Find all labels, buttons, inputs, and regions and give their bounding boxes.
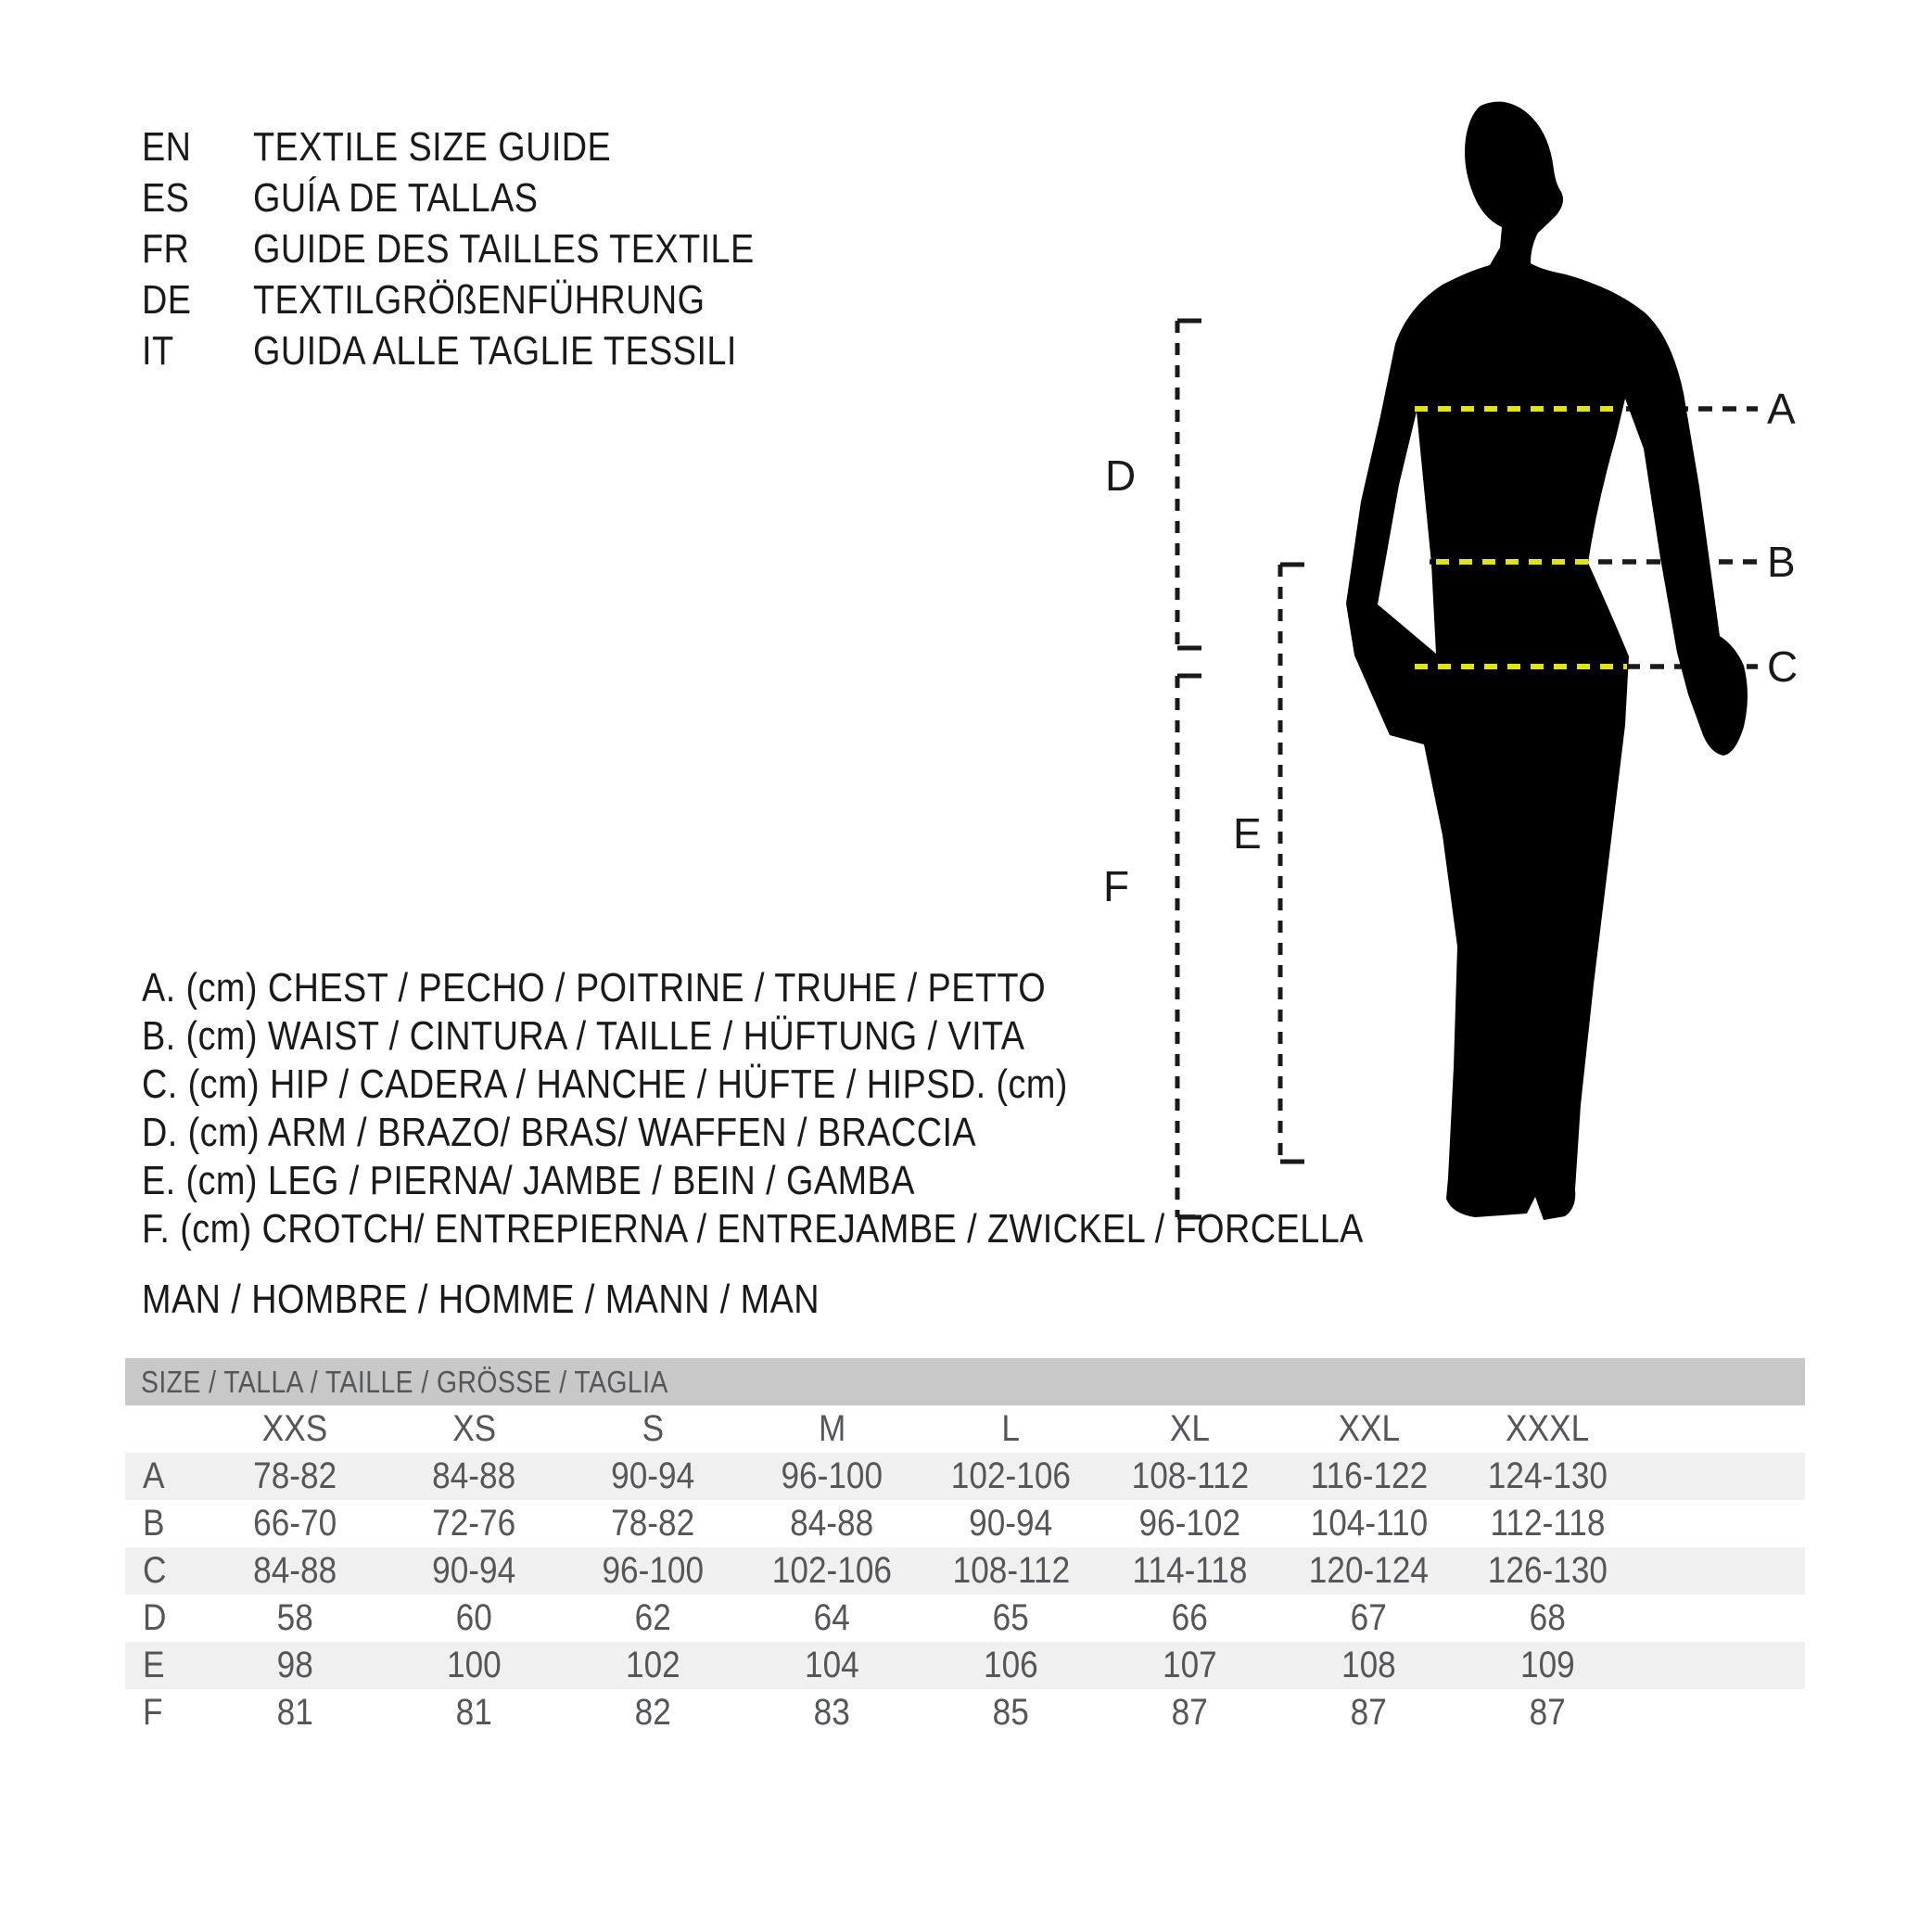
waist-label: B — [1767, 538, 1796, 586]
language-code: IT — [142, 327, 174, 374]
language-code: DE — [142, 276, 192, 323]
table-cell-text: 78-82 — [253, 1455, 337, 1496]
table-cell-text: 64 — [813, 1597, 851, 1638]
arm-label: D — [1105, 451, 1137, 500]
table-cell — [564, 1645, 743, 1686]
table-cell-text: 84-88 — [253, 1550, 337, 1591]
row-label-text: D — [143, 1597, 167, 1638]
size-column-header — [564, 1408, 743, 1450]
table-cell-text: 96-100 — [602, 1550, 705, 1591]
table-cell — [1100, 1645, 1279, 1686]
measurement-legend — [142, 964, 1562, 1324]
size-column-header-text: M — [818, 1408, 846, 1449]
language-title: GUIDE DES TAILLES TEXTILE — [253, 225, 755, 272]
language-row — [142, 274, 836, 325]
table-cell — [1100, 1597, 1279, 1639]
table-cell — [1458, 1645, 1637, 1686]
table-cell-text: 116-122 — [1310, 1455, 1428, 1496]
row-label-text: A — [143, 1455, 165, 1496]
row-label-text: F — [143, 1692, 163, 1733]
table-cell-text: 124-130 — [1487, 1455, 1608, 1496]
table-cell-text: 65 — [992, 1597, 1030, 1638]
legend-item-text: E. (cm) LEG / PIERNA/ JAMBE / BEIN / GAMBA — [142, 1158, 915, 1203]
table-cell-text: 90-94 — [611, 1455, 695, 1496]
size-column-header — [743, 1408, 922, 1450]
table-cell-text: 90-94 — [432, 1550, 516, 1591]
size-column-header — [1100, 1408, 1279, 1450]
legend-item — [142, 1205, 1562, 1253]
table-cell-text: 81 — [455, 1692, 493, 1733]
legend-item — [142, 964, 1562, 1012]
language-title: GUÍA DE TALLAS — [253, 174, 539, 221]
table-cell-text: 96-102 — [1138, 1503, 1241, 1544]
table-cell — [206, 1692, 385, 1734]
table-cell — [1458, 1692, 1637, 1734]
table-cell — [743, 1455, 922, 1497]
table-cell — [1279, 1550, 1458, 1592]
table-cell — [385, 1692, 564, 1734]
table-cell — [564, 1455, 743, 1497]
table-cell-text: 72-76 — [432, 1503, 516, 1544]
category-text: MAN / HOMBRE / HOMME / MANN / MAN — [142, 1277, 820, 1322]
table-body — [125, 1453, 1805, 1736]
language-code: ES — [142, 174, 190, 221]
table-cell — [1279, 1503, 1458, 1544]
legend-item — [142, 1109, 1562, 1157]
row-label — [125, 1550, 206, 1592]
table-cell-text: 58 — [276, 1597, 314, 1638]
legend-item — [142, 1061, 1562, 1109]
size-column-header-text: XL — [1169, 1408, 1211, 1449]
table-cell-text: 107 — [1163, 1645, 1217, 1685]
table-cell — [1100, 1550, 1279, 1592]
language-title: GUIDA ALLE TAGLIE TESSILI — [253, 327, 737, 374]
legend-item-text: D. (cm) ARM / BRAZO/ BRAS/ WAFFEN / BRACCIA — [142, 1110, 977, 1155]
table-cell — [1458, 1455, 1637, 1497]
table-cell — [1100, 1455, 1279, 1497]
row-label-text: E — [143, 1645, 165, 1685]
table-cell — [922, 1550, 1100, 1592]
size-column-header-text: XXS — [262, 1408, 328, 1449]
size-table — [125, 1358, 1805, 1736]
table-cell — [206, 1455, 385, 1497]
table-cell — [1279, 1645, 1458, 1686]
row-label — [125, 1503, 206, 1544]
row-label-text: B — [143, 1503, 165, 1544]
table-row — [125, 1500, 1805, 1547]
table-cell-text: 108-112 — [952, 1550, 1070, 1591]
table-cell-text: 98 — [276, 1645, 314, 1685]
table-cell-text: 90-94 — [969, 1503, 1053, 1544]
legend-item — [142, 1012, 1562, 1061]
table-cell-text: 85 — [992, 1692, 1030, 1733]
table-cell — [206, 1503, 385, 1544]
table-cell — [743, 1645, 922, 1686]
hip-label: C — [1767, 642, 1799, 691]
table-cell-text: 66 — [1171, 1597, 1209, 1638]
table-cell-text: 106 — [984, 1645, 1038, 1685]
table-cell — [385, 1550, 564, 1592]
row-label — [125, 1597, 206, 1639]
table-cell — [564, 1597, 743, 1639]
table-cell-text: 62 — [634, 1597, 672, 1638]
language-list — [142, 121, 836, 376]
table-cell — [922, 1692, 1100, 1734]
table-cell — [1279, 1597, 1458, 1639]
language-code: FR — [142, 225, 190, 272]
table-cell — [1100, 1503, 1279, 1544]
table-row — [125, 1689, 1805, 1736]
table-row — [125, 1595, 1805, 1642]
size-column-header-text: XXXL — [1506, 1408, 1590, 1449]
row-label-text: C — [143, 1550, 167, 1591]
table-cell — [922, 1597, 1100, 1639]
legend-item — [142, 1157, 1562, 1205]
table-cell-text: 100 — [447, 1645, 502, 1685]
table-cell — [385, 1645, 564, 1686]
table-row — [125, 1547, 1805, 1595]
row-label — [125, 1455, 206, 1497]
table-header-row — [125, 1405, 1805, 1453]
language-title: TEXTILGRÖßENFÜHRUNG — [253, 276, 705, 323]
table-title: SIZE / TALLA / TAILLE / GRÖSSE / TAGLIA — [141, 1364, 668, 1399]
table-cell-text: 67 — [1350, 1597, 1388, 1638]
table-cell-text: 66-70 — [253, 1503, 337, 1544]
table-cell-text: 102-106 — [950, 1455, 1072, 1496]
table-cell-text: 84-88 — [432, 1455, 516, 1496]
table-row — [125, 1642, 1805, 1689]
size-column-header — [922, 1408, 1100, 1450]
table-cell-text: 60 — [455, 1597, 493, 1638]
table-cell — [564, 1692, 743, 1734]
language-row — [142, 172, 836, 223]
language-title: TEXTILE SIZE GUIDE — [253, 123, 612, 170]
size-column-header — [1279, 1408, 1458, 1450]
table-cell — [922, 1645, 1100, 1686]
table-cell — [743, 1503, 922, 1544]
table-cell — [1100, 1692, 1279, 1734]
size-column-header-text: S — [642, 1408, 665, 1449]
chest-label: A — [1767, 385, 1796, 433]
table-cell-text: 81 — [276, 1692, 314, 1733]
category-line — [142, 1276, 1562, 1324]
size-column-header-text: L — [1001, 1408, 1021, 1449]
table-cell — [206, 1550, 385, 1592]
size-column-header-text: XXL — [1338, 1408, 1400, 1449]
legend-item-text: B. (cm) WAIST / CINTURA / TAILLE / HÜFTUNG / VITA — [142, 1013, 1025, 1059]
row-label — [125, 1692, 206, 1734]
table-cell-text: 83 — [813, 1692, 851, 1733]
table-cell-text: 104 — [805, 1645, 859, 1685]
language-code: EN — [142, 123, 192, 170]
table-cell — [1458, 1597, 1637, 1639]
table-cell-text: 87 — [1350, 1692, 1388, 1733]
table-cell-text: 84-88 — [790, 1503, 874, 1544]
table-cell — [743, 1550, 922, 1592]
table-cell — [385, 1503, 564, 1544]
table-cell — [743, 1692, 922, 1734]
table-cell-text: 102 — [626, 1645, 680, 1685]
table-row — [125, 1453, 1805, 1500]
row-label — [125, 1645, 206, 1686]
table-cell-text: 96-100 — [781, 1455, 883, 1496]
table-cell — [206, 1645, 385, 1686]
table-cell-text: 126-130 — [1487, 1550, 1608, 1591]
language-row — [142, 325, 836, 376]
table-cell — [743, 1597, 922, 1639]
legend-item-text: A. (cm) CHEST / PECHO / POITRINE / TRUHE / PETTO — [142, 965, 1047, 1010]
table-title-bar — [125, 1358, 1805, 1405]
table-cell-text: 108-112 — [1131, 1455, 1249, 1496]
table-cell — [922, 1455, 1100, 1497]
table-cell — [206, 1597, 385, 1639]
table-cell — [385, 1455, 564, 1497]
table-cell-text: 120-124 — [1308, 1550, 1430, 1591]
language-row — [142, 223, 836, 274]
crotch-label: F — [1103, 862, 1130, 910]
table-cell-text: 87 — [1529, 1692, 1567, 1733]
table-cell-text: 104-110 — [1310, 1503, 1428, 1544]
table-cell-text: 114-118 — [1132, 1550, 1248, 1591]
table-cell-text: 102-106 — [771, 1550, 893, 1591]
size-column-header — [1458, 1408, 1637, 1450]
size-column-header — [385, 1408, 564, 1450]
table-cell — [564, 1550, 743, 1592]
table-cell — [922, 1503, 1100, 1544]
table-cell-text: 112-118 — [1490, 1503, 1606, 1544]
table-cell — [1458, 1550, 1637, 1592]
table-cell-text: 78-82 — [611, 1503, 695, 1544]
size-column-header — [206, 1408, 385, 1450]
legend-item-text: F. (cm) CROTCH/ ENTREPIERNA / ENTREJAMBE / ZWICKEL / FORCELLA — [142, 1206, 1364, 1252]
table-cell — [1458, 1503, 1637, 1544]
table-cell-text: 87 — [1171, 1692, 1209, 1733]
legend-list — [142, 964, 1562, 1253]
table-cell — [1279, 1455, 1458, 1497]
table-cell-text: 108 — [1341, 1645, 1396, 1685]
table-cell — [1279, 1692, 1458, 1734]
leg-label: E — [1233, 809, 1262, 858]
table-cell — [564, 1503, 743, 1544]
legend-item-text: C. (cm) HIP / CADERA / HANCHE / HÜFTE / HIPSD. (cm) — [142, 1061, 1068, 1107]
table-cell-text: 82 — [634, 1692, 672, 1733]
table-cell — [385, 1597, 564, 1639]
table-cell-text: 68 — [1529, 1597, 1567, 1638]
language-row — [142, 121, 836, 172]
size-column-header-text: XS — [452, 1408, 496, 1449]
table-cell-text: 109 — [1520, 1645, 1575, 1685]
